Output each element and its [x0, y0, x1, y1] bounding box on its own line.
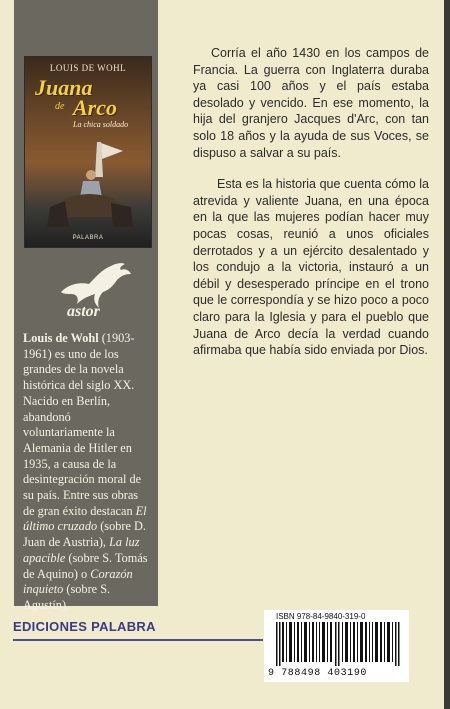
thumbnail-subtitle: La chica soldado [73, 120, 129, 129]
thumbnail-title-de: de [55, 101, 65, 112]
author-biography [23, 331, 149, 614]
thumbnail-author: LOUIS DE WOHL [49, 63, 127, 73]
work-title: El último cruzado [23, 503, 147, 534]
synopsis [193, 45, 429, 374]
barcode-icon [276, 622, 400, 666]
bio-text: (1903-1961) es uno de los grandes de la novela histórica del siglo XX. Nacido en Berlín, abandonó voluntariamente la Alemania de Hitler en 1935, a causa de la desintegración moral de su país. Entre sus obras de gran éxito destacan [23, 331, 142, 518]
publisher-rule [13, 639, 263, 641]
cover-illustration [45, 137, 135, 227]
front-cover-thumbnail [25, 57, 151, 247]
bio-text: (sobre D. Juan de Austria), [23, 519, 146, 550]
thumbnail-title-juana: Juana [35, 75, 93, 100]
bio-text: (sobre S. Tomás de Aquino) o [23, 550, 148, 581]
thumbnail-publisher: PALABRA [72, 235, 104, 241]
barcode-number: 9 788498 403190 [268, 668, 368, 679]
barcode-label [264, 610, 409, 682]
bio-text: (sobre S. Agustín). [23, 582, 111, 612]
publisher-name: EDICIONES PALABRA [13, 619, 156, 634]
work-title: La luz apacible [23, 535, 140, 565]
isbn-text: ISBN 978-84-9840-319-0 [276, 612, 366, 621]
work-title: Corazón inquieto [23, 566, 133, 597]
spine-edge [444, 0, 450, 709]
synopsis-paragraph-1: Corría el año 1430 en los campos de Francia. La guerra con Inglaterra duraba ya casi 100 años y el país estaba desolado y vencido. En ese momento, la hija del granjero Jacques d'Arc, con tan solo 18 años y la ayuda de sus Voces, se dispuso a salvar a su país. [193, 46, 429, 160]
author-name: Louis de Wohl [23, 331, 99, 345]
svg-text:astor: astor [67, 303, 100, 320]
thumbnail-title-arco: Arco [73, 95, 117, 120]
horse-logo-icon [55, 258, 135, 320]
synopsis-paragraph-2: Esta es la historia que cuenta cómo la atrevida y valiente Juana, en una época en la que las mujeres podían hacer muy pocas cosas, reunió a unos oficiales derrotados y a un ejército desalentado y los condujo a la victoria, instauró a un débil y desesperado príncipe en el trono que le correspondía y se hizo poco a poco claro para la Iglesia y para el pueblo que Juana de Arco decía la verdad cuando afirmaba que había sido enviada por Dios. [193, 177, 429, 358]
